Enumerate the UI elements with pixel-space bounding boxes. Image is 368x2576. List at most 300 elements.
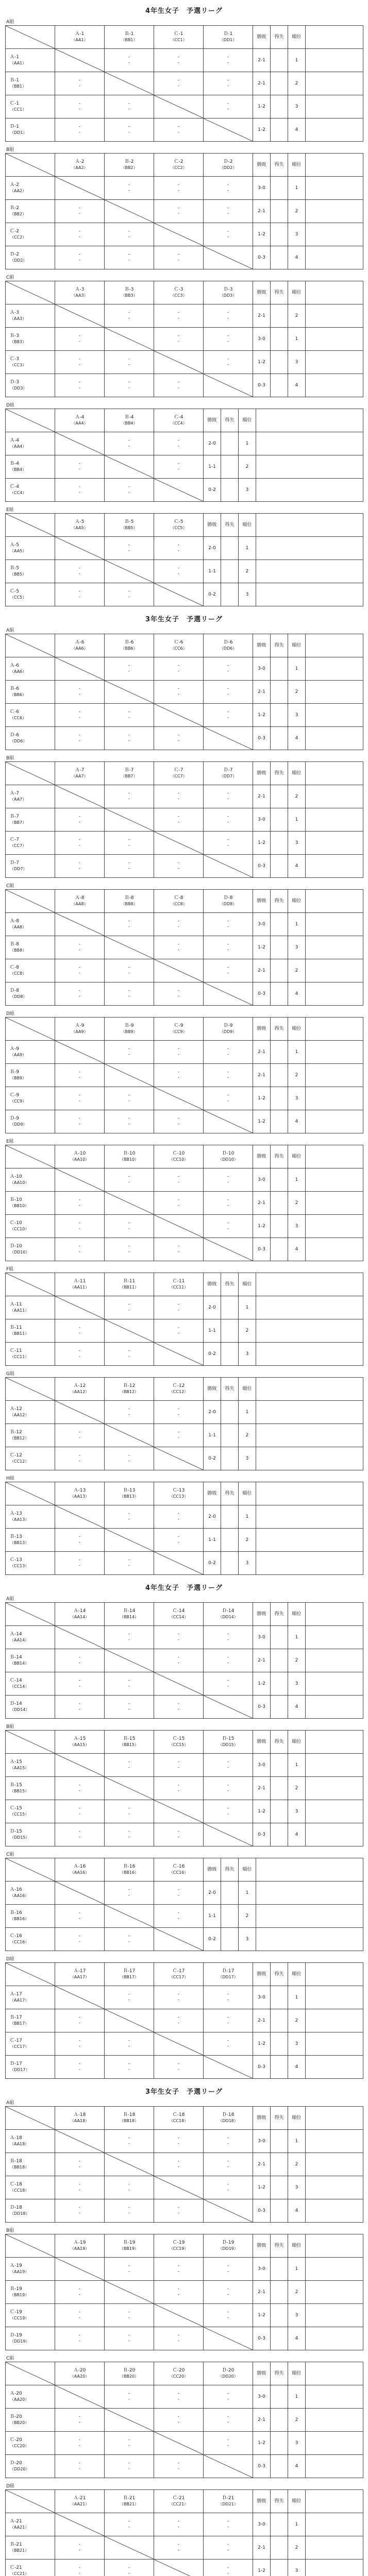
stat-cell-2 (271, 2153, 288, 2176)
self-match-cell (154, 351, 204, 374)
stat-cell-1: 1-2 (253, 1672, 271, 1696)
header-player-cell (105, 762, 154, 785)
match-score: - (128, 715, 130, 720)
league-block (5, 1011, 363, 1133)
match-score: - (227, 2269, 229, 2274)
match-score: - (227, 1788, 229, 1793)
player-name: （DD14） (10, 1707, 30, 1712)
match-score: - (227, 2571, 229, 2576)
match-score: - (78, 211, 81, 216)
header-player-name: （DD20） (218, 2374, 238, 2379)
match-result-cell (55, 2176, 105, 2199)
match-result-cell (154, 855, 204, 878)
header-stat2: 得失 (221, 1482, 239, 1505)
row-filler (306, 2258, 363, 2281)
self-match-cell (55, 432, 105, 455)
match-result-cell (204, 200, 253, 223)
match-result-cell (204, 2304, 253, 2327)
row-filler (306, 2130, 363, 2153)
self-match-cell (204, 1238, 253, 1261)
row-filler (306, 657, 363, 681)
match-result-cell (105, 304, 154, 328)
match-score: - (128, 2205, 130, 2210)
match-result-cell (154, 2056, 204, 2079)
stat-cell-3: 4 (288, 727, 306, 750)
match-result-cell (105, 2199, 154, 2223)
match-score: - (128, 1887, 130, 1892)
match-score: - (128, 843, 130, 848)
player-name: Ｃ-11 (10, 1348, 22, 1353)
player-row (6, 1672, 363, 1696)
header-player-cell (105, 1273, 154, 1296)
match-result-cell (204, 704, 253, 727)
stat-cell-3: 2 (239, 1529, 256, 1552)
league-table (5, 1730, 363, 1846)
match-score: - (227, 1660, 229, 1666)
match-score: - (128, 2061, 130, 2066)
player-name: （AA8） (10, 925, 27, 929)
player-name: （CC16） (10, 1940, 29, 1944)
match-score: - (78, 1331, 81, 1336)
match-result-cell (154, 1986, 204, 2009)
match-result-cell (55, 1905, 105, 1928)
match-result-cell (204, 2258, 253, 2281)
header-player-name: Ｂ-14 (123, 1608, 136, 1614)
header-stat1: 勝敗 (204, 1858, 221, 1882)
header-stat2: 得失 (271, 1145, 288, 1168)
player-name-cell (6, 982, 55, 1006)
header-player-name: Ａ-21 (73, 2496, 86, 2501)
league-table (5, 25, 363, 142)
row-filler (306, 2032, 363, 2056)
match-score: - (78, 566, 81, 571)
player-name-cell (6, 479, 55, 502)
match-score: - (227, 715, 229, 720)
match-score: - (78, 484, 81, 489)
stat-cell-3: 2 (288, 2281, 306, 2304)
player-name-cell (6, 1238, 55, 1261)
match-result-cell (55, 2153, 105, 2176)
match-score: - (128, 1511, 130, 1516)
player-row (6, 200, 363, 223)
match-score: - (128, 1302, 130, 1307)
match-score: - (227, 357, 229, 362)
self-match-cell (204, 1823, 253, 1846)
match-score: - (177, 2338, 180, 2344)
header-player-cell (204, 762, 253, 785)
stat-cell-2 (271, 1986, 288, 2009)
stat-cell-3: 3 (239, 1447, 256, 1470)
corner-cell (6, 2362, 55, 2385)
league-table (5, 2106, 363, 2223)
match-score: - (227, 709, 229, 715)
match-score: - (227, 234, 229, 240)
match-score: - (177, 1632, 180, 1637)
match-score: - (128, 484, 130, 489)
stat-cell-2 (271, 2304, 288, 2327)
stat-cell-3: 4 (288, 1110, 306, 1133)
header-player-cell (204, 1603, 253, 1626)
player-name-cell (6, 1529, 55, 1552)
match-result-cell (105, 2176, 154, 2199)
league-block (5, 147, 363, 269)
player-name-cell (6, 1626, 55, 1649)
player-name: Ｃ-13 (10, 1557, 22, 1563)
match-result-cell (154, 1505, 204, 1529)
match-score: - (128, 124, 130, 129)
match-score: - (128, 316, 130, 321)
header-player-name: Ｄ-8 (223, 895, 233, 901)
player-name: （CC18） (10, 2188, 29, 2193)
match-result-cell (105, 177, 154, 200)
match-score: - (78, 814, 81, 819)
match-score: - (78, 1122, 81, 1127)
match-score: - (177, 820, 180, 825)
player-row (6, 832, 363, 855)
match-result-cell (204, 1215, 253, 1238)
player-name: （BB19） (10, 2293, 29, 2297)
header-player-cell (154, 890, 204, 913)
match-score: - (177, 124, 180, 129)
header-player-name: Ｂ-17 (123, 1969, 136, 1974)
header-stat3: 順位 (288, 2490, 306, 2513)
header-player-cell (55, 1378, 105, 1401)
match-result-cell (204, 1800, 253, 1823)
player-name: （AA17） (10, 1998, 29, 2003)
row-filler (306, 2281, 363, 2304)
match-score: - (177, 258, 180, 263)
stat-cell-1: 3-0 (253, 1754, 271, 1777)
stat-cell-3: 1 (288, 2385, 306, 2409)
match-score: - (128, 1226, 130, 1231)
match-result-cell (204, 2176, 253, 2199)
match-result-cell (105, 1343, 154, 1366)
match-score: - (177, 1308, 180, 1313)
match-score: - (227, 663, 229, 668)
player-row (6, 1626, 363, 1649)
header-player-cell (55, 154, 105, 177)
header-player-name: Ａ-2 (75, 159, 85, 164)
match-score: - (128, 738, 130, 743)
league-block (5, 2483, 363, 2576)
match-result-cell (204, 1168, 253, 1192)
match-result-cell (55, 2199, 105, 2223)
stat-cell-1: 1-2 (253, 2176, 271, 2199)
match-score: - (177, 1325, 180, 1330)
match-score: - (177, 1116, 180, 1121)
match-score: - (128, 1348, 130, 1353)
match-score: - (128, 965, 130, 970)
stat-cell-1: 0-3 (253, 982, 271, 1006)
player-name: Ａ-9 (10, 1046, 19, 1052)
player-name: （AA6） (10, 669, 27, 674)
match-score: - (227, 2164, 229, 2170)
header-player-cell (55, 1858, 105, 1882)
header-filler (306, 1963, 363, 1986)
match-result-cell (55, 1552, 105, 1575)
header-player-cell (55, 2362, 105, 2385)
league-block (5, 2228, 363, 2350)
match-score: - (177, 1829, 180, 1834)
match-score: - (227, 1098, 229, 1104)
player-name-cell (6, 1215, 55, 1238)
player-name: （BB5） (10, 572, 27, 577)
stat-cell-2 (271, 2130, 288, 2153)
header-player-name: Ａ-7 (75, 768, 85, 773)
header-player-name: Ａ-20 (73, 2368, 86, 2373)
player-name: （DD7） (10, 867, 27, 871)
match-score: - (227, 107, 229, 112)
match-score: - (177, 571, 180, 577)
player-name-cell (6, 1424, 55, 1447)
match-score: - (128, 924, 130, 929)
match-score: - (78, 1226, 81, 1231)
stat-cell-3: 1 (288, 657, 306, 681)
stat-cell-1: 3-0 (253, 2513, 271, 2536)
stat-cell-3: 1 (239, 1505, 256, 1529)
stat-cell-3: 4 (288, 1696, 306, 1719)
match-score: - (177, 1046, 180, 1052)
player-name: Ｂ-4 (10, 461, 19, 466)
player-name-cell (6, 304, 55, 328)
header-filler (306, 762, 363, 785)
match-result-cell (204, 936, 253, 959)
player-name: （DD19） (10, 2339, 30, 2344)
player-row (6, 2560, 363, 2576)
header-stat2: 得失 (271, 1963, 288, 1986)
row-filler (256, 1905, 363, 1928)
match-result-cell (55, 1928, 105, 1951)
match-result-cell (204, 2130, 253, 2153)
stat-cell-2 (271, 1064, 288, 1087)
player-name-cell (6, 1064, 55, 1087)
player-row (6, 1928, 363, 1951)
header-player-name: Ａ-6 (75, 640, 85, 645)
match-result-cell (55, 808, 105, 832)
match-result-cell (204, 1777, 253, 1800)
stat-cell-1: 3-0 (253, 328, 271, 351)
header-player-name: （AA15） (70, 1742, 90, 1747)
match-result-cell (105, 727, 154, 750)
header-player-cell (55, 409, 105, 432)
match-score: - (78, 124, 81, 129)
header-player-name: Ｂ-2 (124, 159, 134, 164)
self-match-cell (105, 2281, 154, 2304)
header-stat3: 順位 (288, 762, 306, 785)
row-filler (256, 1343, 363, 1366)
stat-cell-1: 1-1 (204, 560, 221, 583)
stat-cell-1: 3-0 (253, 1168, 271, 1192)
stat-cell-3: 2 (288, 785, 306, 808)
match-result-cell (55, 2409, 105, 2432)
match-result-cell (154, 1064, 204, 1087)
header-stat2: 得失 (271, 634, 288, 657)
header-player-name: Ｃ-4 (174, 415, 183, 420)
header-player-name: （BB10） (119, 1157, 139, 1162)
row-filler (306, 2009, 363, 2032)
league-table (5, 634, 363, 750)
league-table (5, 1602, 363, 1719)
match-score: - (177, 814, 180, 819)
match-score: - (78, 1098, 81, 1104)
player-name: （BB17） (10, 2021, 29, 2026)
stat-cell-2 (221, 1505, 239, 1529)
match-result-cell (55, 2032, 105, 2056)
row-filler (306, 832, 363, 855)
match-score: - (78, 490, 81, 495)
player-name: Ａ-4 (10, 438, 19, 443)
player-name-cell (6, 1296, 55, 1319)
match-result-cell (105, 2513, 154, 2536)
match-result-cell (204, 681, 253, 704)
block-label: C組 (6, 275, 14, 280)
player-name: Ｃ-8 (10, 965, 19, 970)
self-match-cell (105, 1649, 154, 1672)
header-player-cell (105, 2234, 154, 2258)
match-result-cell (154, 1905, 204, 1928)
match-result-cell (204, 2409, 253, 2432)
match-score: - (177, 860, 180, 866)
header-player-name: Ｄ-18 (222, 2112, 235, 2117)
stat-cell-1: 1-2 (253, 1800, 271, 1823)
player-row (6, 1064, 363, 1087)
player-row (6, 1823, 363, 1846)
header-player-name: （AA6） (71, 646, 88, 651)
match-score: - (78, 2466, 81, 2471)
header-player-name: Ａ-19 (73, 2240, 86, 2245)
header-player-cell (154, 26, 204, 49)
player-row (6, 2258, 363, 2281)
match-score: - (78, 2015, 81, 2020)
match-score: - (177, 1783, 180, 1788)
match-score: - (78, 843, 81, 848)
player-name: （AA10） (10, 1180, 29, 1185)
block-label: A組 (6, 628, 14, 633)
match-result-cell (154, 2258, 204, 2281)
stat-cell-3: 1 (288, 1168, 306, 1192)
player-row (6, 1905, 363, 1928)
block-label: E組 (6, 507, 14, 513)
header-player-name: （BB13） (119, 1494, 139, 1499)
match-result-cell (105, 1696, 154, 1719)
player-name-cell (6, 2455, 55, 2478)
player-name-cell (6, 72, 55, 95)
header-player-name: （AA10） (70, 1157, 90, 1162)
match-score: - (78, 357, 81, 362)
player-row (6, 727, 363, 750)
match-score: - (177, 2461, 180, 2466)
match-result-cell (204, 2153, 253, 2176)
self-match-cell (204, 1110, 253, 1133)
match-score: - (78, 2542, 81, 2547)
self-match-cell (105, 1319, 154, 1343)
header-player-cell (204, 2234, 253, 2258)
player-row (6, 72, 363, 95)
match-score: - (227, 2044, 229, 2049)
match-result-cell (105, 1447, 154, 1470)
match-score: - (227, 1992, 229, 1997)
header-player-name: Ｂ-18 (123, 2112, 136, 2117)
match-score: - (177, 78, 180, 83)
header-stat3: 順位 (239, 514, 256, 537)
header-stat3: 順位 (239, 1858, 256, 1882)
match-score: - (227, 843, 229, 848)
match-result-cell (105, 1672, 154, 1696)
match-score: - (227, 2565, 229, 2570)
stat-cell-3: 3 (288, 1087, 306, 1110)
match-result-cell (55, 2281, 105, 2304)
player-name: （DD8） (10, 994, 27, 999)
player-name: Ｂ-14 (10, 1655, 22, 1660)
match-result-cell (55, 374, 105, 397)
row-filler (256, 1401, 363, 1424)
player-name: （AA2） (10, 189, 27, 193)
player-name: Ｃ-18 (10, 2182, 22, 2187)
player-row (6, 304, 363, 328)
match-score: - (78, 2211, 81, 2216)
match-score: - (78, 1093, 81, 1098)
match-result-cell (105, 432, 154, 455)
header-player-cell (55, 1963, 105, 1986)
match-score: - (128, 543, 130, 548)
match-score: - (227, 837, 229, 842)
match-score: - (227, 947, 229, 953)
match-score: - (78, 2315, 81, 2320)
match-result-cell (55, 1696, 105, 1719)
self-match-cell (204, 2199, 253, 2223)
player-name: Ｂ-18 (10, 2159, 22, 2164)
stat-cell-1: 0-3 (253, 727, 271, 750)
stat-cell-2 (271, 2056, 288, 2079)
header-player-name: Ｄ-17 (222, 1969, 235, 1974)
match-result-cell (154, 1882, 204, 1905)
match-score: - (128, 1244, 130, 1249)
header-stat2: 得失 (271, 2107, 288, 2130)
self-match-cell (105, 2153, 154, 2176)
stat-cell-1: 3-0 (253, 2385, 271, 2409)
match-score: - (177, 1660, 180, 1666)
stat-cell-1: 1-1 (204, 1529, 221, 1552)
match-score: - (128, 1354, 130, 1359)
header-player-name: （CC10） (169, 1157, 189, 1162)
player-name-cell (6, 1087, 55, 1110)
match-score: - (227, 2542, 229, 2547)
header-player-name: Ｃ-2 (174, 159, 183, 164)
player-name-cell (6, 1800, 55, 1823)
match-score: - (128, 1052, 130, 1057)
player-name: Ｃ-17 (10, 2038, 22, 2043)
player-name-cell (6, 223, 55, 246)
match-score: - (128, 2391, 130, 2396)
match-score: - (128, 1116, 130, 1121)
stat-cell-3: 3 (239, 583, 256, 606)
match-score: - (128, 2136, 130, 2141)
match-score: - (227, 333, 229, 338)
header-player-cell (105, 1145, 154, 1168)
player-name: （DD2） (10, 258, 27, 263)
match-score: - (128, 188, 130, 193)
match-score: - (227, 2159, 229, 2164)
match-result-cell (105, 374, 154, 397)
row-filler (256, 455, 363, 479)
corner-cell (6, 1482, 55, 1505)
match-score: - (177, 2136, 180, 2141)
header-player-name: （BB7） (121, 774, 138, 778)
match-result-cell (154, 246, 204, 269)
block-label: D組 (6, 1957, 14, 1962)
player-name: Ａ-15 (10, 1759, 22, 1765)
header-player-cell (55, 1273, 105, 1296)
